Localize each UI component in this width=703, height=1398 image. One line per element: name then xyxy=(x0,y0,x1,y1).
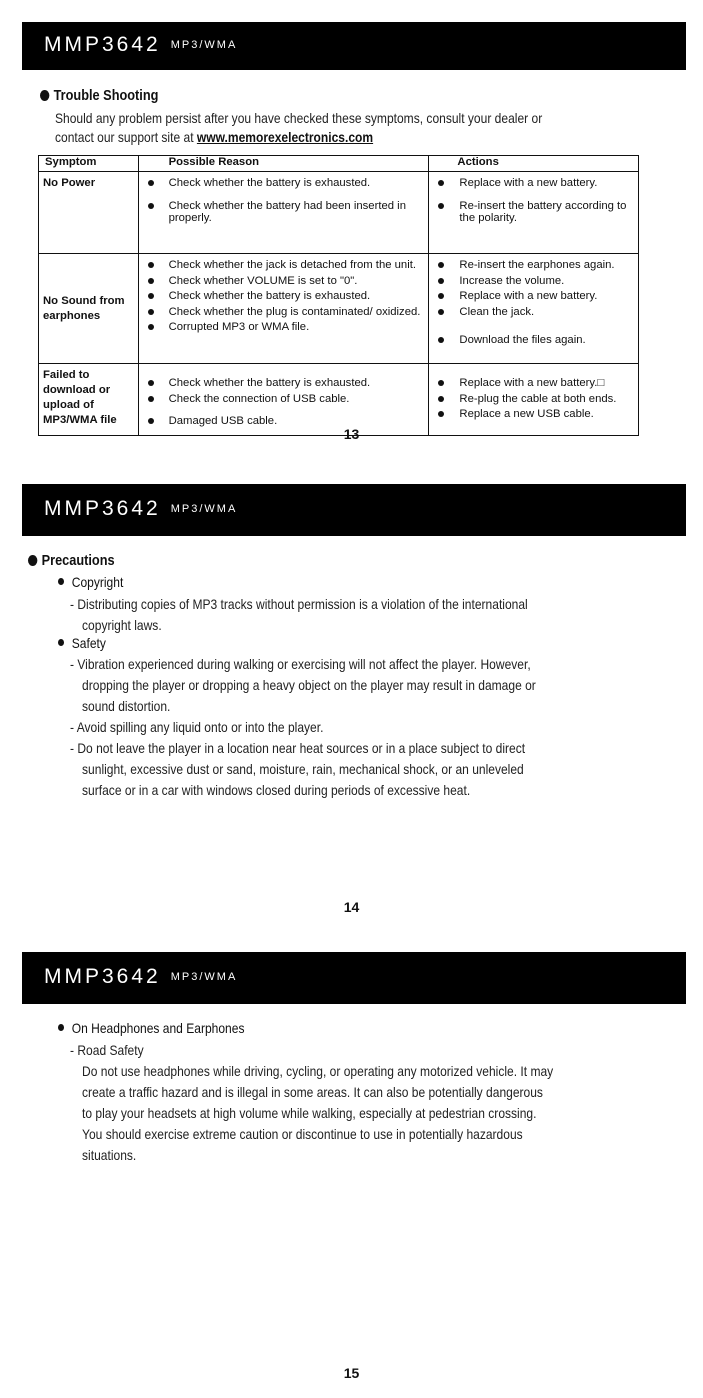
list-item: Check whether the battery is exhausted. xyxy=(139,177,429,190)
list-item: Corrupted MP3 or WMA file. xyxy=(139,321,429,334)
action-cell xyxy=(429,364,639,436)
list-item: Download the files again. xyxy=(429,334,638,347)
section-title-precautions: Precautions xyxy=(28,552,115,569)
symptom-cell: No Power xyxy=(39,172,139,254)
list-item: Check whether the battery is exhausted. xyxy=(139,290,429,303)
bullet-icon xyxy=(58,1024,64,1031)
list-item: Replace with a new battery. xyxy=(429,177,638,190)
list-item: Check whether the jack is detached from the unit. xyxy=(139,259,429,272)
page-14 xyxy=(0,462,703,930)
table-row xyxy=(39,364,639,436)
model-title: MMP3642 $^{MP3/WMA}$ xyxy=(44,965,238,988)
reason-cell xyxy=(138,172,429,254)
page-number: 14 xyxy=(343,899,360,915)
header-reason: Possible Reason xyxy=(138,156,429,172)
list-item: Re-insert the battery according to the polarity. xyxy=(429,200,638,225)
action-cell xyxy=(429,172,639,254)
bullet-safety: Safety xyxy=(58,635,106,651)
model-title: MMP3642 $^{MP3/WMA}$ xyxy=(44,33,238,56)
list-item: Check whether the battery had been inserted in properly. xyxy=(139,200,429,225)
header-banner xyxy=(22,22,686,70)
support-link[interactable]: www.memorexelectronics.com xyxy=(196,129,374,145)
header-actions: Actions xyxy=(429,156,639,172)
header-banner xyxy=(22,484,686,536)
troubleshooting-table xyxy=(38,155,639,436)
page-15 xyxy=(0,930,703,1398)
page-number: 15 xyxy=(343,1365,360,1381)
action-cell xyxy=(429,254,639,364)
safety-text: - Vibration experienced during walking or exercising will not affect the player. However, dropping the player or dropping a heavy object on the player may result in damage or sound distortion. - Avoid spilling any liquid onto or into the player. - Do not leave the player in a location near heat sources or in a place subject to direct sunlight, excessive dust or sand, moisture, rain, mechanical shock, or an unleveled surface or in a car with windows closed during periods of excessive heat. xyxy=(70,656,536,798)
list-item: Check whether the battery is exhausted. xyxy=(139,377,429,390)
reason-cell xyxy=(138,364,429,436)
page-number: 13 xyxy=(343,426,360,442)
symptom-cell: No Sound from earphones xyxy=(39,254,139,364)
reason-cell xyxy=(138,254,429,364)
bullet-headphones: On Headphones and Earphones xyxy=(58,1020,244,1036)
list-item: Replace with a new battery. xyxy=(429,290,638,303)
list-item: Replace a new USB cable. xyxy=(429,408,638,421)
bullet-icon xyxy=(40,90,49,101)
bullet-copyright: Copyright xyxy=(58,574,123,590)
bullet-icon xyxy=(28,555,37,566)
section-title-trouble-shooting: Trouble Shooting xyxy=(40,87,158,104)
list-item: Check the connection of USB cable. xyxy=(139,393,429,406)
list-item: Clean the jack. xyxy=(429,306,638,319)
table-row xyxy=(39,172,639,254)
copyright-text: - Distributing copies of MP3 tracks without permission is a violation of the international copyright laws. xyxy=(70,596,528,633)
model-title: MMP3642 $^{MP3/WMA}$ xyxy=(44,497,238,520)
header-symptom: Symptom xyxy=(39,156,139,172)
list-item: Check whether VOLUME is set to "0". xyxy=(139,275,429,288)
bullet-icon xyxy=(58,639,64,646)
list-item: Damaged USB cable. xyxy=(139,415,429,428)
intro-text: Should any problem persist after you have checked these symptoms, consult your dealer or contact our support site at www.memorexelectronics.com xyxy=(55,110,543,145)
list-item: Increase the volume. xyxy=(429,275,638,288)
table-row xyxy=(39,254,639,364)
list-item: Replace with a new battery.□ xyxy=(429,377,638,390)
symptom-cell: Failed to download or upload of MP3/WMA file xyxy=(39,364,139,436)
road-safety-text: - Road Safety Do not use headphones while driving, cycling, or operating any motorized vehicle. It may create a traffic hazard and is illegal in some areas. It can also be potentially dangerous to play your headsets at high volume while walking, especially at pedestrian crossing. You should exercise extreme caution or discontinue to use in potentially hazardous situations. xyxy=(70,1042,554,1163)
list-item: Check whether the plug is contaminated/ oxidized. xyxy=(139,306,429,319)
table-header-row xyxy=(39,156,639,172)
header-banner xyxy=(22,952,686,1004)
list-item: Re-insert the earphones again. xyxy=(429,259,638,272)
bullet-icon xyxy=(58,578,64,585)
list-item: Re-plug the cable at both ends. xyxy=(429,393,638,406)
page-13 xyxy=(0,0,703,462)
